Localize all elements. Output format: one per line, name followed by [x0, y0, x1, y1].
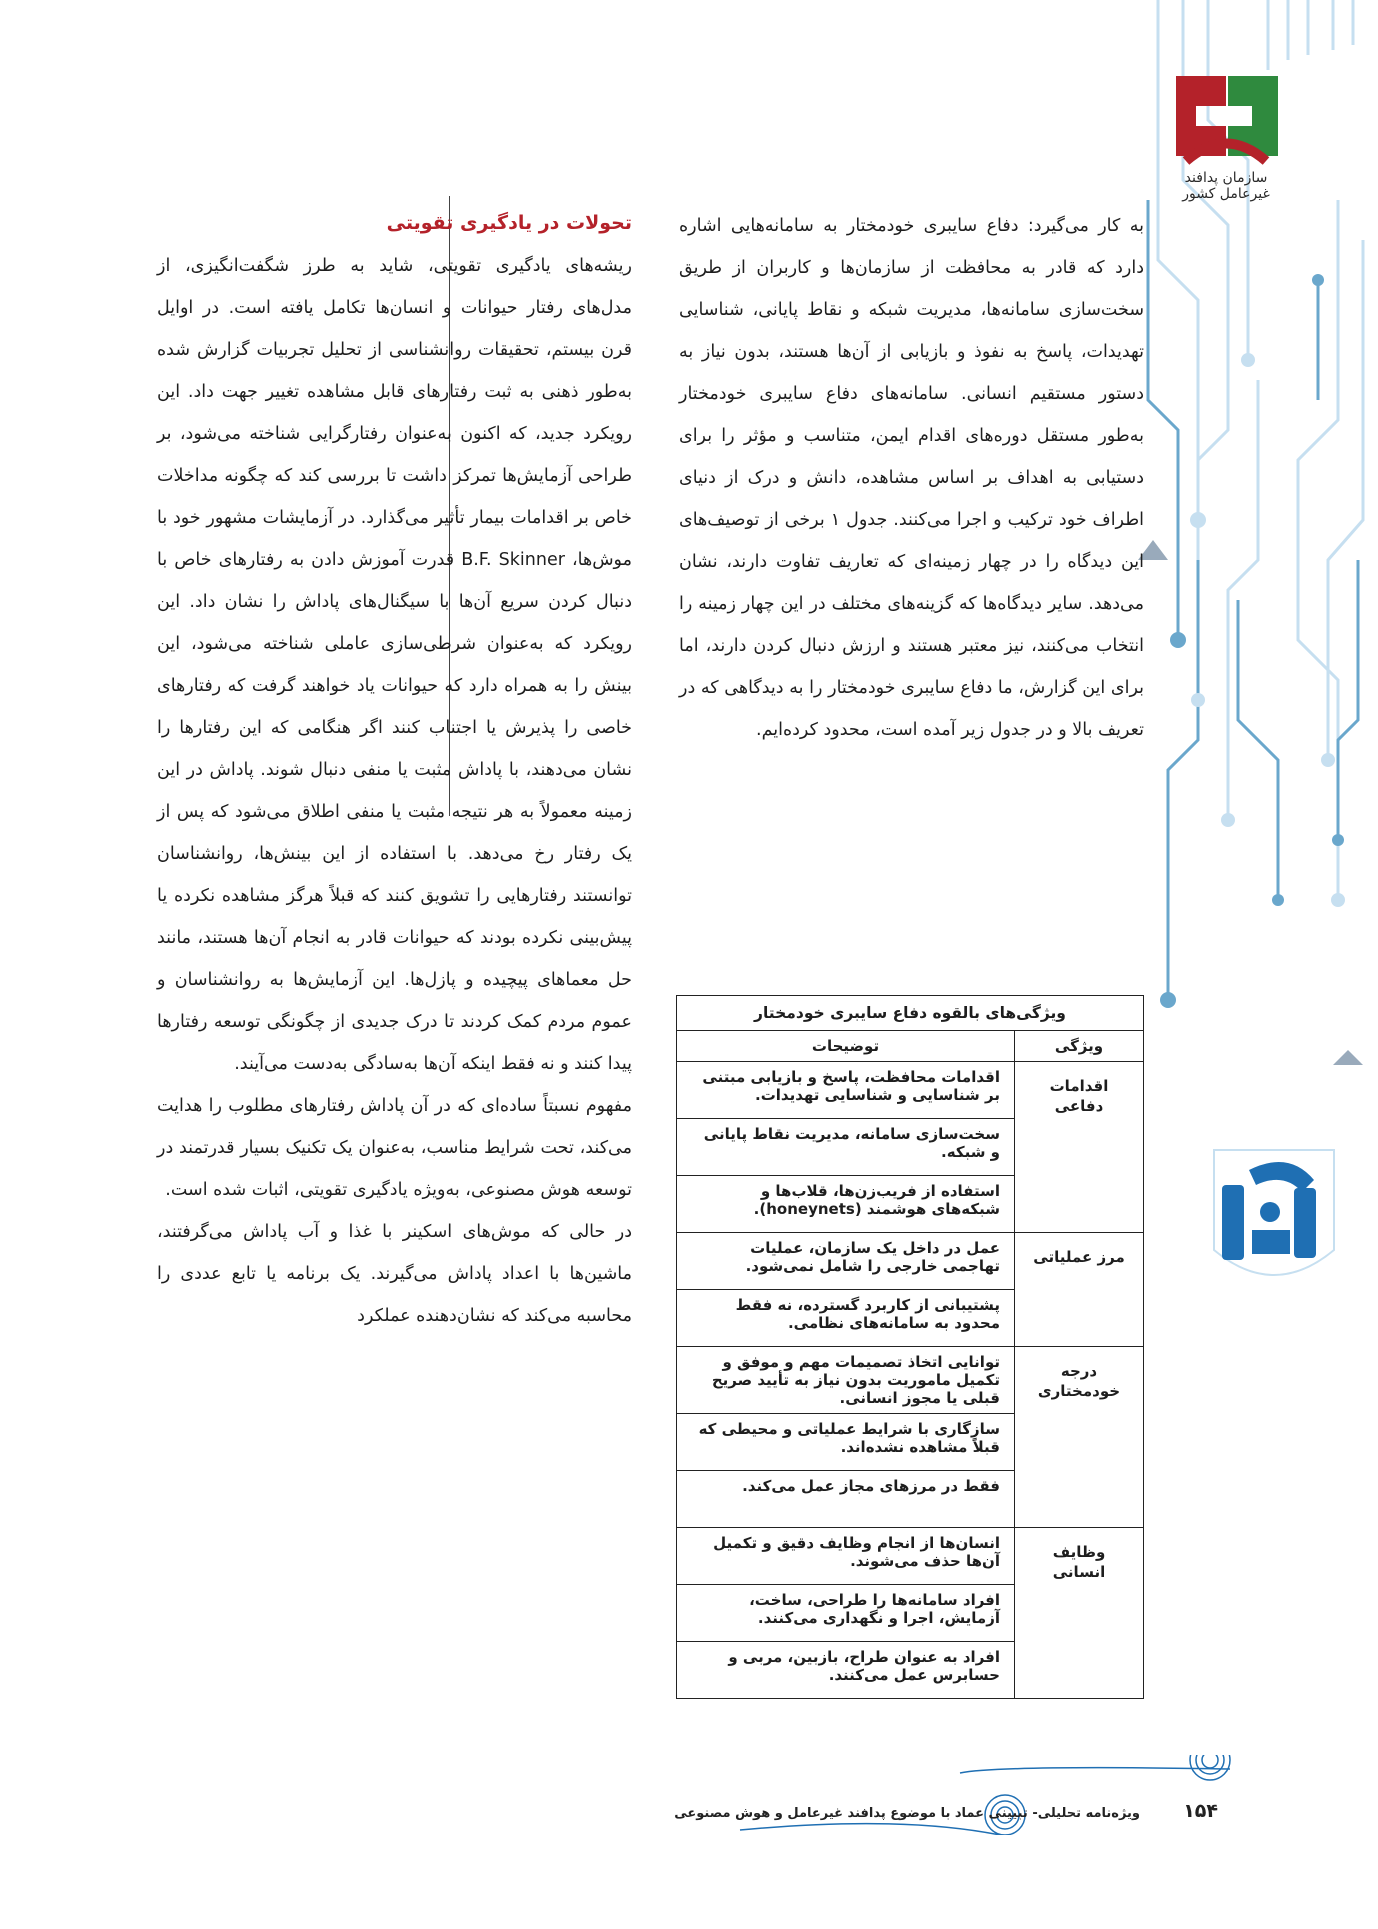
- table-description-cell: توانایی اتخاذ تصمیمات مهم و موفق و تکمیل ماموریت بدون نیاز به تأیید صریح قبلی یا مجوز انسانی.: [677, 1347, 1015, 1414]
- table-description-cell: سازگاری با شرایط عملیاتی و محیطی که قبلاً مشاهده نشده‌اند.: [677, 1414, 1015, 1471]
- table-feature-cell: وظایف انسانی: [1015, 1528, 1144, 1699]
- table-feature-cell: درجه خودمختاری: [1015, 1347, 1144, 1528]
- emad-emblem-icon: [1194, 1130, 1354, 1300]
- features-table: [676, 995, 1144, 1699]
- table-feature-cell: اقدامات دفاعی: [1015, 1062, 1144, 1233]
- page-number: ۱۵۴: [1183, 1800, 1218, 1822]
- paragraph: ریشه‌های یادگیری تقویتی، شاید به طرز شگفت‌انگیزی، از مدل‌های رفتار حیوانات و انسان‌ها تکامل یافته است. در اوایل قرن بیستم، تحقیقات روانشناسی از تحلیل تجربیات گزارش شده به‌طور ذهنی به ثبت رفتارهای قابل مشاهده تغییر جهت داد. این رویکرد جدید، که اکنون به‌عنوان رفتارگرایی شناخته می‌شود، بر طراحی آزمایش‌ها تمرکز داشت تا بررسی کند که چگونه مداخلات خاص بر اقدامات بیمار تأثیر می‌گذارد. در آزمایشات مشهور خود با موش‌ها، B.F. Skinner قدرت آموزش دادن به رفتارهای خاص با دنبال کردن سریع آن‌ها با سیگنال‌های پاداش را نشان داد. این رویکرد که به‌عنوان شرطی‌سازی عاملی شناخته می‌شود، این بینش را به همراه دارد که حیوانات یاد خواهند گرفت که رفتارهای خاصی را پذیرش یا اجتناب کنند اگر هنگامی که این رفتارها را نشان می‌دهند، با پاداش مثبت یا منفی دنبال شوند. پاداش در این زمینه معمولاً به هر نتیجه مثبت یا منفی اطلاق می‌شود که پس از یک رفتار رخ می‌دهد. با استفاده از این بینش‌ها، روانشناسان توانستند رفتارهایی را تشویق کنند که قبلاً هرگز مشاهده نکرده یا پیش‌بینی نکرده بودند که حیوانات قادر به انجام آن‌ها هستند، مانند حل معماهای پیچیده و پازل‌ها. این آزمایش‌ها به روانشناسان و عموم مردم کمک کردند تا درک جدیدی از چگونگی توسعه رفتارها پیدا کنند و نه فقط اینکه آن‌ها به‌سادگی به‌دست می‌آیند.: [157, 256, 632, 1074]
- section-heading: تحولات در یادگیری تقویتی: [386, 212, 632, 234]
- right-column: [679, 205, 1144, 751]
- table-description-cell: افراد سامانه‌ها را طراحی، ساخت، آزمایش، اجرا و نگهداری می‌کنند.: [677, 1585, 1015, 1642]
- table-feature-cell: مرز عملیاتی: [1015, 1233, 1144, 1347]
- paragraph: مفهوم نسبتاً ساده‌ای که در آن پاداش رفتارهای مطلوب را هدایت می‌کند، تحت شرایط مناسب، به‌عنوان یک تکنیک بسیار قدرتمند در توسعه هوش مصنوعی، به‌ویژه یادگیری تقویتی، اثبات شده است.: [157, 1096, 632, 1200]
- paragraph: در حالی که موش‌های اسکینر با غذا و آب پاداش می‌گرفتند، ماشین‌ها با اعداد پاداش می‌گیرند. یک برنامه یا تابع عددی را محاسبه می‌کند که نشان‌دهنده عملکرد: [157, 1222, 632, 1326]
- paragraph: به کار می‌گیرد: دفاع سایبری خودمختار به سامانه‌هایی اشاره دارد که قادر به محافظت از سازمان‌ها و کاربران از طریق سخت‌سازی سامانه‌ها، مدیریت شبکه و نقاط پایانی، شناسایی تهدیدات، پاسخ به نفوذ و بازیابی از آن‌ها هستند، بدون نیاز به دستور مستقیم انسانی. سامانه‌های دفاع سایبری خودمختار به‌طور مستقل دوره‌های اقدام ایمن، متناسب و مؤثر را برای دستیابی به اهداف بر اساس مشاهده، دانش و درک از دنیای اطراف خود ترکیب و اجرا می‌کنند. جدول ۱ برخی از توصیف‌های این دیدگاه را در چهار زمینه‌ای که تعاریف تفاوت دارند، نشان می‌دهد. سایر دیدگاه‌ها که گزینه‌های مختلف در این چهار زمینه را انتخاب می‌کنند، نیز معتبر هستند و ارزش دنبال کردن دارند، اما برای این گزارش، ما دفاع سایبری خودمختار را به دیدگاهی که در تعریف بالا و در جدول زیر آمده است، محدود کرده‌ایم.: [679, 216, 1145, 740]
- logo-caption: سازمان پدافند غیرعامل کشور: [1182, 170, 1270, 202]
- table-description-cell: سخت‌سازی سامانه، مدیریت نقاط پایانی و شبکه.: [677, 1119, 1015, 1176]
- footer-title: ویژه‌نامه تحلیلی- تبیینی عماد با موضوع پدافند غیرعامل و هوش مصنوعی: [674, 1806, 1140, 1821]
- table-title: ویژگی‌های بالقوه دفاع سایبری خودمختار: [677, 996, 1144, 1031]
- left-column: [157, 205, 632, 1337]
- table-description-cell: انسان‌ها از انجام وظایف دقیق و تکمیل آن‌ها حذف می‌شوند.: [677, 1528, 1015, 1585]
- table-header-description: توضیحات: [677, 1031, 1015, 1062]
- table-description-cell: افراد به عنوان طراح، بازبین، مربی و حسابرس عمل می‌کنند.: [677, 1642, 1015, 1699]
- table-description-cell: اقدامات محافظت، پاسخ و بازیابی مبتنی بر شناسایی و شناسایی تهدیدات.: [677, 1062, 1015, 1119]
- table-description-cell: پشتیبانی از کاربرد گسترده، نه فقط محدود به سامانه‌های نظامی.: [677, 1290, 1015, 1347]
- table-description-cell: استفاده از فریب‌زن‌ها، قلاب‌ها و شبکه‌های هوشمند (honeynets).: [677, 1176, 1015, 1233]
- footer-swirl-icon: [0, 1755, 1378, 1835]
- table-description-cell: عمل در داخل یک سازمان، عملیات تهاجمی خارجی را شامل نمی‌شود.: [677, 1233, 1015, 1290]
- table-header-feature: ویژگی: [1015, 1031, 1144, 1062]
- table-description-cell: فقط در مرزهای مجاز عمل می‌کند.: [677, 1471, 1015, 1528]
